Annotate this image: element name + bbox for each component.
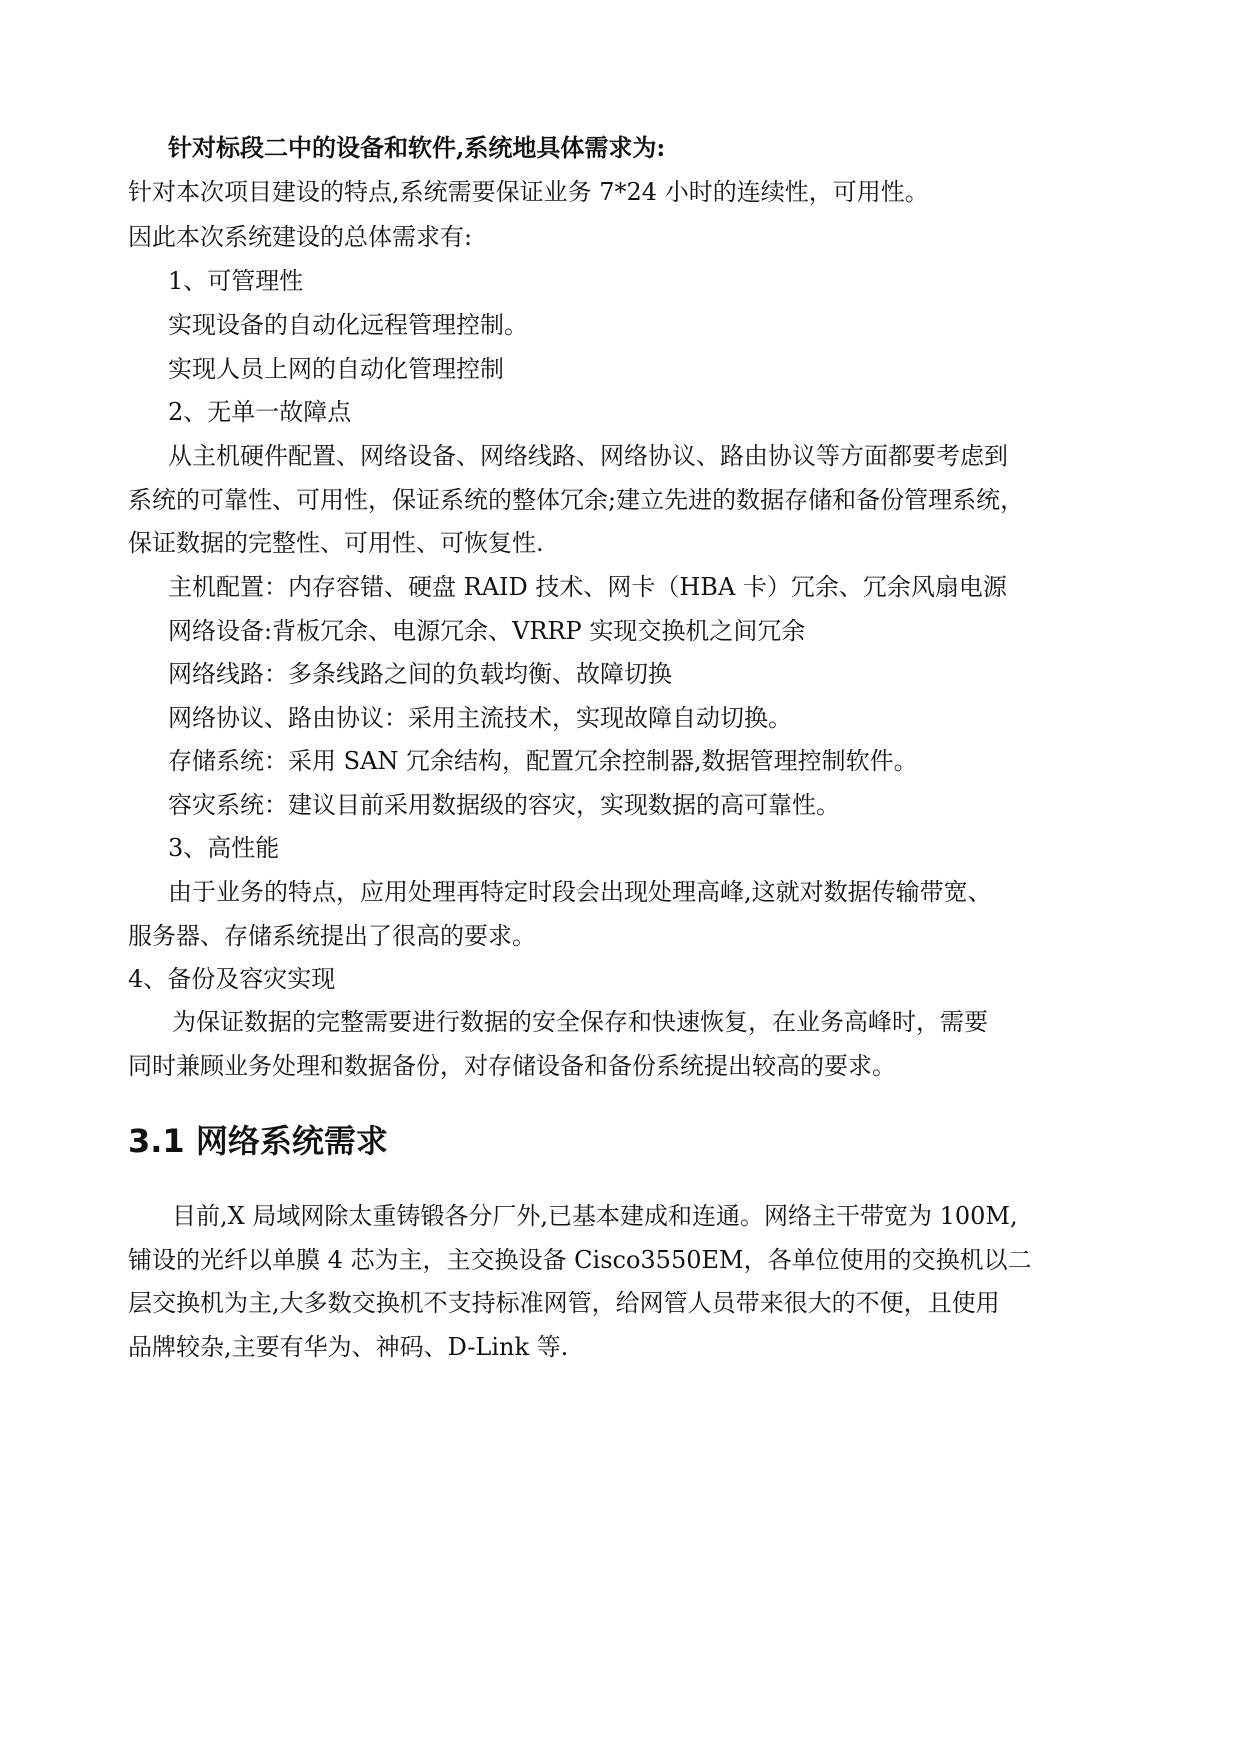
item1-title: 1、可管理性: [168, 267, 304, 295]
section-paragraph-line3: 层交换机为主,大多数交换机不支持标准网管，给网管人员带来很大的不便，且使用: [128, 1289, 1000, 1317]
item1-line2: 实现人员上网的自动化管理控制: [168, 355, 504, 383]
item3-paragraph-line2: 服务器、存储系统提出了很高的要求。: [128, 922, 536, 950]
item2-network-devices: 网络设备:背板冗余、电源冗余、VRRP 实现交换机之间冗余: [168, 617, 806, 645]
item4-paragraph-line1: 为保证数据的完整需要进行数据的安全保存和快速恢复，在业务高峰时，需要: [172, 1008, 988, 1036]
item4-paragraph-line2: 同时兼顾业务处理和数据备份，对存储设备和备份系统提出较高的要求。: [128, 1052, 896, 1080]
section-paragraph-line1: 目前,X 局域网除太重铸锻各分厂外,已基本建成和连通。网络主干带宽为 100M,: [172, 1202, 1018, 1230]
item2-host-config: 主机配置：内存容错、硬盘 RAID 技术、网卡（HBA 卡）冗余、冗余风扇电源: [168, 573, 1007, 601]
item3-title: 3、高性能: [168, 834, 280, 862]
intro-bold-heading: 针对标段二中的设备和软件,系统地具体需求为:: [168, 133, 666, 162]
item2-title: 2、无单一故障点: [168, 398, 352, 426]
intro-paragraph: 针对本次项目建设的特点,系统需要保证业务 7*24 小时的连续性，可用性。: [128, 178, 929, 206]
item2-paragraph-line1: 从主机硬件配置、网络设备、网络线路、网络协议、路由协议等方面都要考虑到: [168, 442, 1008, 470]
intro-requirements-lead: 因此本次系统建设的总体需求有:: [128, 223, 473, 251]
item2-network-protocols: 网络协议、路由协议：采用主流技术，实现故障自动切换。: [168, 704, 792, 732]
item2-paragraph-line2: 系统的可靠性、可用性，保证系统的整体冗余;建立先进的数据存储和备份管理系统，: [128, 486, 1025, 514]
section-heading: 3.1 网络系统需求: [128, 1122, 388, 1160]
item2-storage-system: 存储系统：采用 SAN 冗余结构，配置冗余控制器,数据管理控制软件。: [168, 747, 918, 775]
item2-disaster-recovery: 容灾系统：建议目前采用数据级的容灾，实现数据的高可靠性。: [168, 791, 840, 819]
item2-network-lines: 网络线路：多条线路之间的负载均衡、故障切换: [168, 660, 672, 688]
item1-line1: 实现设备的自动化远程管理控制。: [168, 311, 528, 339]
item3-paragraph-line1: 由于业务的特点，应用处理再特定时段会出现处理高峰,这就对数据传输带宽、: [168, 878, 992, 906]
item4-title: 4、备份及容灾实现: [128, 965, 336, 993]
section-paragraph-line4: 品牌较杂,主要有华为、神码、D-Link 等.: [128, 1333, 569, 1361]
item2-paragraph-line3: 保证数据的完整性、可用性、可恢复性.: [128, 529, 544, 557]
section-paragraph-line2: 铺设的光纤以单膜 4 芯为主，主交换设备 Cisco3550EM，各单位使用的交换机以二: [128, 1246, 1032, 1274]
